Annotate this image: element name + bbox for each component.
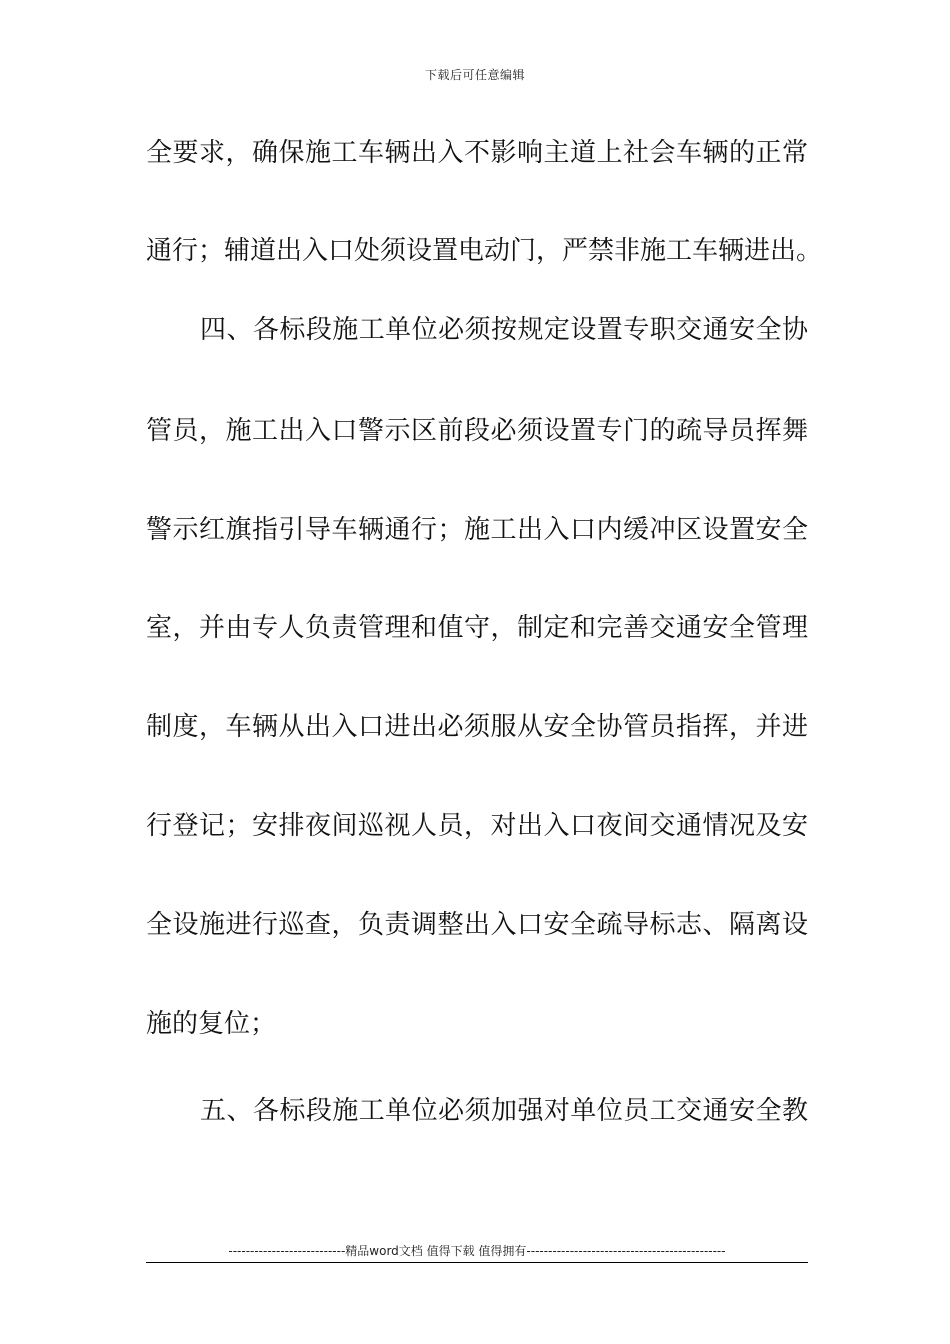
body-line: 室，并由专人负责管理和值守，制定和完善交通安全管理 bbox=[146, 613, 808, 643]
body-line: 警示红旗指引导车辆通行；施工出入口内缓冲区设置安全 bbox=[146, 515, 808, 545]
body-line: 管员，施工出入口警示区前段必须设置专门的疏导员挥舞 bbox=[146, 416, 808, 446]
body-line: 施的复位； bbox=[146, 1009, 277, 1039]
paragraph-five-start: 五、各标段施工单位必须加强对单位员工交通安全教 bbox=[200, 1096, 808, 1126]
body-line: 制度，车辆从出入口进出必须服从安全协管员指挥，并进 bbox=[146, 712, 808, 742]
body-line: 全设施进行巡查，负责调整出入口安全疏导标志、隔离设 bbox=[146, 910, 808, 940]
footer-divider bbox=[146, 1262, 808, 1263]
page-header: 下载后可任意编辑 bbox=[424, 68, 525, 82]
body-line: 全要求，确保施工车辆出入不影响主道上社会车辆的正常 bbox=[146, 138, 808, 168]
page-footer: ---------------------------精品word文档 值得下载 值得拥有---------------------------------------------- bbox=[228, 1244, 726, 1258]
body-line: 行登记；安排夜间巡视人员，对出入口夜间交通情况及安 bbox=[146, 811, 808, 841]
body-line: 通行；辅道出入口处须设置电动门，严禁非施工车辆进出。 bbox=[146, 236, 823, 266]
paragraph-four-start: 四、各标段施工单位必须按规定设置专职交通安全协 bbox=[200, 315, 808, 345]
